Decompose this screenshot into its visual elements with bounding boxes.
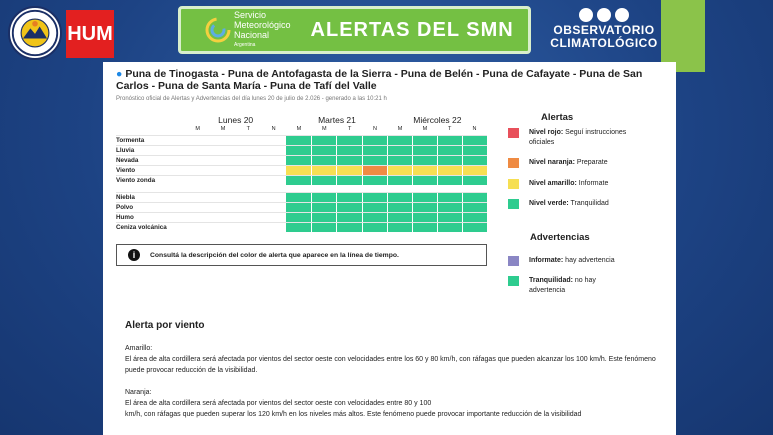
timeline-cell [311, 223, 337, 232]
period-header: N [271, 126, 276, 132]
legend-item [508, 276, 629, 296]
row-label: Tormenta [116, 137, 145, 144]
observatorio-logo-dot [615, 8, 629, 22]
timeline-cell [209, 146, 235, 155]
naranja-text-2: km/h, con ráfagas que pueden superar los 120 km/h en los niveles más altos. Este fenómeno puede provocar importante reducción de la visibilidad [125, 411, 582, 418]
smn-logo-line2: Meteorológico [234, 20, 291, 30]
timeline-cell [183, 176, 209, 185]
legend-item [508, 158, 629, 168]
period-header: M [422, 126, 428, 132]
timeline-cell [412, 203, 437, 212]
legend-description: Preparate [574, 159, 608, 166]
timeline-cell [285, 156, 311, 165]
legend-item [508, 199, 629, 209]
timeline-cell [462, 166, 487, 175]
period-header: N [472, 126, 477, 132]
legend-swatch [508, 179, 519, 189]
location-text: Puna de Tinogasta - Puna de Antofagasta de la Sierra - Puna de Belén - Puna de Cafayate - Puna de San Carlos - Puna de Santa María - Puna de Tafí del Valle [116, 68, 643, 92]
timeline-cell [285, 136, 311, 145]
smn-logo-line3: Nacional [234, 30, 270, 40]
timeline-cell [285, 213, 311, 222]
period-header: N [372, 126, 377, 132]
timeline-cell [209, 156, 235, 165]
timeline-cell [362, 203, 388, 212]
timeline-cell [387, 136, 412, 145]
amarillo-text: El área de alta cordillera será afectada por vientos del sector oeste con velocidades entre los 60 y 80 km/h, con ráfagas que pueden alcanzar los 100 km/h. Este fenómeno puede provocar reducción de la visibilidad. [125, 356, 656, 374]
timeline-cell [234, 193, 260, 202]
timeline-cell [336, 223, 362, 232]
timeline-cell [362, 146, 388, 155]
legend-description: Tranquilidad [568, 200, 609, 207]
day-header: Miércoles 22 [413, 115, 462, 125]
legend-description: Informate [576, 180, 609, 187]
timeline-cell [336, 176, 362, 185]
timeline-cell [209, 223, 235, 232]
timeline-cell [437, 156, 462, 165]
timeline-cell [234, 213, 260, 222]
university-seal-icon [8, 6, 62, 60]
timeline-cell [234, 136, 260, 145]
timeline-cell [336, 166, 362, 175]
hum-logo: HUM [66, 10, 114, 58]
timeline-cell [462, 146, 487, 155]
timeline-cell [183, 166, 209, 175]
timeline-cell [437, 193, 462, 202]
timeline-cell [336, 213, 362, 222]
period-header: T [347, 126, 352, 132]
timeline-grid [116, 135, 487, 232]
timeline-cell [362, 213, 388, 222]
timeline-cell [412, 136, 437, 145]
observatorio-line1: OBSERVATORIO [553, 23, 655, 37]
timeline-cell [260, 213, 286, 222]
timeline-cell [234, 166, 260, 175]
timeline-cell [183, 223, 209, 232]
row-label: Niebla [116, 194, 135, 201]
wind-alert-title: Alerta por viento [125, 320, 205, 331]
timeline-cell [209, 203, 235, 212]
timeline-cell [234, 203, 260, 212]
timeline-cell [387, 213, 412, 222]
timeline-cell [437, 136, 462, 145]
timeline-row [116, 175, 487, 185]
timeline-cell [183, 136, 209, 145]
timeline-cell [437, 213, 462, 222]
timeline-cell [362, 223, 388, 232]
legend-level: Informate: [529, 257, 564, 264]
smn-swirl-icon [205, 17, 231, 43]
timeline-cell [183, 193, 209, 202]
timeline-cell [336, 193, 362, 202]
smn-logo-line1: Servicio [234, 10, 267, 20]
period-headers [185, 126, 487, 134]
timeline-row [116, 222, 487, 232]
timeline-cell [183, 213, 209, 222]
timeline-cell [209, 166, 235, 175]
timeline-cell [387, 156, 412, 165]
timeline-row [116, 135, 487, 145]
timeline-cell [387, 193, 412, 202]
legend-item [508, 179, 629, 189]
timeline-cell [462, 136, 487, 145]
timeline-cell [209, 136, 235, 145]
day-header: Lunes 20 [218, 115, 254, 125]
legend-level: Tranquilidad: [529, 277, 573, 284]
day-headers [185, 115, 487, 125]
timeline-row [116, 192, 487, 202]
timeline-cell [285, 223, 311, 232]
location-title [116, 68, 671, 92]
period-header: M [322, 126, 327, 132]
smn-logo-line4: Argentina [234, 42, 256, 48]
banner-title: ALERTAS DEL SMN [310, 18, 514, 41]
timeline-cell [209, 213, 235, 222]
timeline-cell [311, 176, 337, 185]
timeline-cell [336, 203, 362, 212]
timeline-cell [362, 136, 388, 145]
timeline-cell [336, 146, 362, 155]
timeline-cell [362, 193, 388, 202]
observatorio-logo [548, 8, 660, 50]
legend-level: Nivel amarillo: [529, 180, 577, 187]
timeline-cell [183, 203, 209, 212]
timeline-row [116, 145, 487, 155]
timeline-cell [336, 156, 362, 165]
timeline-cell [285, 146, 311, 155]
timeline-cell [285, 193, 311, 202]
location-pin-icon: ● [116, 68, 123, 80]
timeline-cell [437, 176, 462, 185]
timeline-cell [260, 223, 286, 232]
legend-description: Seguí instrucciones oficiales [529, 129, 627, 146]
timeline-cell [311, 213, 337, 222]
timeline-cell [285, 203, 311, 212]
timeline-cell [234, 156, 260, 165]
legend-level: Nivel verde: [529, 200, 569, 207]
timeline-cell [437, 203, 462, 212]
legend-swatch [508, 199, 519, 209]
timeline-cell [183, 146, 209, 155]
timeline-cell [311, 146, 337, 155]
timeline-cell [462, 176, 487, 185]
timeline-cell [260, 176, 286, 185]
timeline-cell [387, 166, 412, 175]
period-header: M [195, 126, 200, 132]
timeline-cell [437, 146, 462, 155]
timeline-cell [260, 146, 286, 155]
legend-description: no hay advertencia [529, 277, 596, 294]
timeline-cell [285, 176, 311, 185]
timeline-cell [412, 223, 437, 232]
alert-card [103, 62, 676, 435]
timeline-cell [437, 223, 462, 232]
timeline-cell [209, 193, 235, 202]
day-header: Martes 21 [318, 115, 356, 125]
observatorio-logo-dot [597, 8, 611, 22]
advertencias-heading: Advertencias [530, 232, 590, 243]
row-label: Polvo [116, 204, 134, 211]
timeline-cell [234, 146, 260, 155]
timeline-cell [387, 146, 412, 155]
period-header: M [220, 126, 226, 132]
timeline-cell [412, 156, 437, 165]
timeline-cell [260, 166, 286, 175]
legend-item [508, 256, 629, 266]
timeline-cell [311, 193, 337, 202]
period-header: M [296, 126, 302, 132]
legend-level: Nivel rojo: [529, 129, 564, 136]
timeline-cell [412, 213, 437, 222]
timeline-cell [311, 166, 337, 175]
timeline-row [116, 212, 487, 222]
timeline-row [116, 155, 487, 165]
smn-logo [205, 10, 291, 50]
forecast-subtitle: Pronóstico oficial de Alertas y Advertencias del día lunes 20 de julio de 2.026 - generado a las 10:21 h [116, 96, 387, 102]
legend-item [508, 128, 629, 148]
smn-alerts-banner [178, 6, 531, 54]
timeline-cell [234, 176, 260, 185]
timeline-cell [285, 166, 311, 175]
row-label: Lluvia [116, 147, 135, 154]
timeline-row [116, 202, 487, 212]
observatorio-logo-dot [579, 8, 593, 22]
amarillo-label: Amarillo: [125, 345, 153, 352]
legend-swatch [508, 276, 519, 286]
observatorio-line2: CLIMATOLÓGICO [550, 36, 658, 50]
timeline-cell [260, 193, 286, 202]
timeline-cell [462, 193, 487, 202]
timeline-cell [183, 156, 209, 165]
timeline-cell [462, 203, 487, 212]
naranja-label: Naranja: [125, 389, 152, 396]
timeline-cell [412, 176, 437, 185]
legend-level: Nivel naranja: [529, 159, 575, 166]
period-header: T [448, 126, 452, 132]
row-label: Viento zonda [116, 177, 156, 184]
timeline-cell [362, 166, 388, 175]
timeline-cell [437, 166, 462, 175]
timeline-cell [387, 176, 412, 185]
timeline-row [116, 165, 487, 175]
row-label: Ceniza volcánica [116, 224, 167, 231]
timeline-cell [387, 223, 412, 232]
timeline-cell [462, 156, 487, 165]
info-text: Consultá la descripción del color de alerta que aparece en la línea de tiempo. [150, 251, 399, 259]
alertas-heading: Alertas [541, 112, 574, 123]
row-label: Nevada [116, 157, 139, 164]
timeline-cell [260, 156, 286, 165]
timeline-cell [311, 136, 337, 145]
period-header: T [246, 126, 250, 132]
timeline-cell [462, 223, 487, 232]
timeline-cell [362, 156, 388, 165]
info-icon: i [128, 249, 140, 261]
timeline-cell [260, 136, 286, 145]
period-header: M [397, 126, 403, 132]
timeline-cell [387, 203, 412, 212]
timeline-cell [412, 166, 437, 175]
timeline-cell [234, 223, 260, 232]
timeline-cell [412, 193, 437, 202]
row-label: Viento [116, 167, 136, 174]
timeline-cell [462, 213, 487, 222]
naranja-text-1: El área de alta cordillera será afectada por vientos del sector oeste con velocidades entre 80 y 100 [125, 400, 432, 407]
timeline-cell [311, 156, 337, 165]
timeline-cell [412, 146, 437, 155]
legend-description: hay advertencia [563, 257, 615, 264]
legend-swatch [508, 128, 519, 138]
timeline-cell [311, 203, 337, 212]
timeline-cell [362, 176, 388, 185]
legend-swatch [508, 158, 519, 168]
timeline-cell [336, 136, 362, 145]
timeline-cell [209, 176, 235, 185]
row-label: Humo [116, 214, 134, 221]
legend-swatch [508, 256, 519, 266]
color-info-box [116, 244, 487, 266]
timeline-cell [260, 203, 286, 212]
